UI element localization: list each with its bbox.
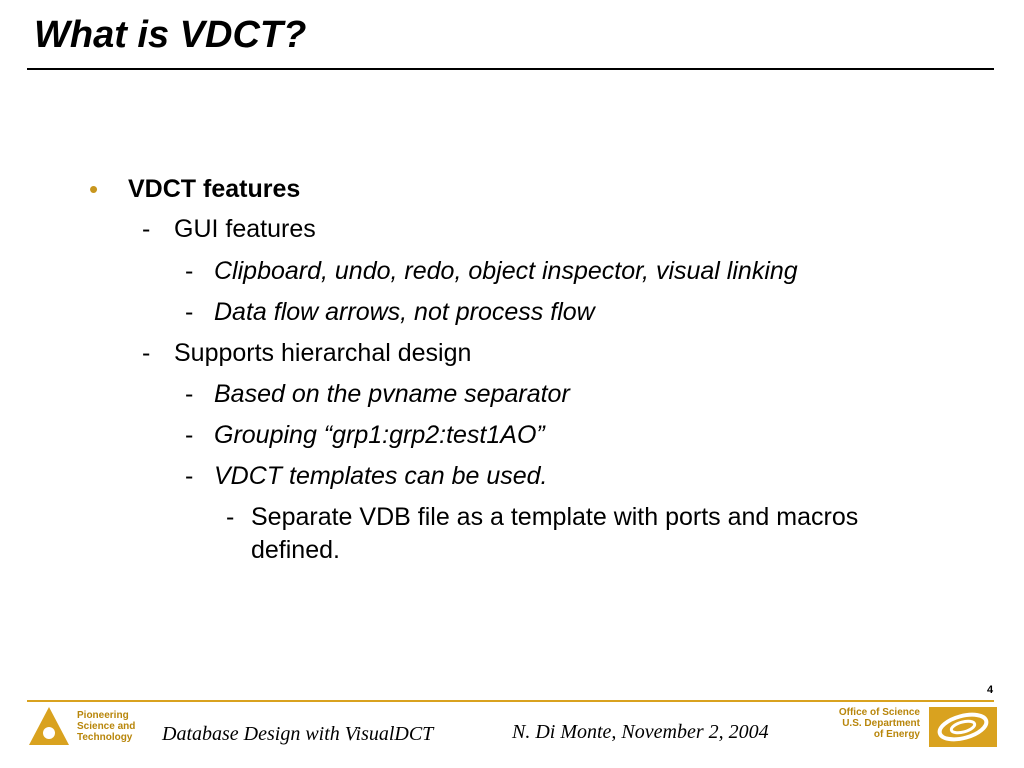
doe-logo-icon: [929, 707, 997, 747]
dash-icon: -: [185, 462, 194, 490]
dash-icon: -: [185, 380, 194, 408]
page-number: 4: [987, 684, 994, 696]
presentation-title: Database Design with VisualDCT: [162, 723, 434, 745]
left-logo-text: Pioneering Science and Technology: [77, 710, 136, 743]
slide-title: What is VDCT?: [34, 14, 307, 56]
dash-icon: -: [142, 215, 151, 243]
dash-icon: -: [142, 339, 151, 367]
dash-icon: -: [185, 257, 194, 285]
bullet-heading: VDCT features: [128, 175, 301, 203]
list-item: VDCT templates can be used.: [214, 462, 548, 490]
list-item: Based on the pvname separator: [214, 380, 570, 408]
dash-icon: -: [185, 298, 194, 326]
list-item-continuation: defined.: [251, 536, 340, 564]
dash-icon: -: [185, 421, 194, 449]
list-item: Data flow arrows, not process flow: [214, 298, 595, 326]
list-item: GUI features: [174, 215, 316, 243]
author-date: N. Di Monte, November 2, 2004: [512, 721, 769, 743]
list-item: Supports hierarchal design: [174, 339, 472, 367]
list-item: Separate VDB file as a template with ports and macros: [251, 503, 859, 531]
bullet-icon: •: [89, 174, 99, 204]
right-logo-text: Office of Science U.S. Department of Energy: [838, 707, 920, 740]
list-item: Clipboard, undo, redo, object inspector, visual linking: [214, 257, 798, 285]
list-item: Grouping “grp1:grp2:test1AO”: [214, 421, 545, 449]
argonne-logo-icon: [27, 705, 71, 747]
dash-icon: -: [226, 503, 235, 531]
footer-divider: [27, 700, 994, 702]
